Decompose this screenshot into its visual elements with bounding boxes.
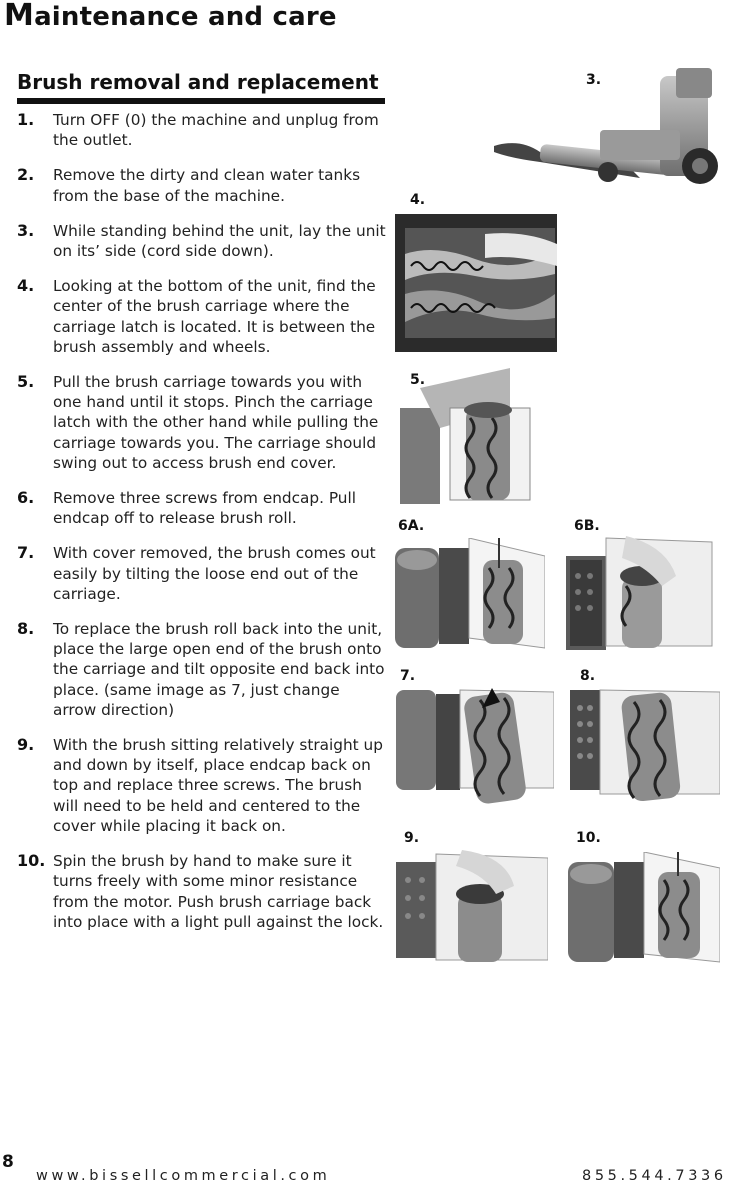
figure-4-brush-carriage bbox=[395, 214, 557, 352]
footer-phone: 855.544.7336 bbox=[582, 1168, 727, 1184]
figure-5-carriage-open bbox=[400, 368, 538, 504]
section-title: Brush removal and replacement bbox=[17, 70, 379, 94]
step-3: 3. While standing behind the unit, lay the unit on its’ side (cord side down). bbox=[17, 220, 386, 261]
figure-6a-label: 6A. bbox=[398, 518, 425, 534]
step-6: 6. Remove three screws from endcap. Pull endcap off to release brush roll. bbox=[17, 488, 357, 528]
page-title: Maintenance and care bbox=[4, 0, 337, 33]
step-2: 2. Remove the dirty and clean water tanks from the base of the machine. bbox=[17, 165, 361, 205]
figure-3-label: 3. bbox=[586, 72, 602, 88]
section-rule bbox=[17, 98, 385, 104]
figure-7-label: 7. bbox=[400, 668, 416, 684]
step-4: 4. Looking at the bottom of the unit, find the center of the brush carriage where the carriage latch is located. It is between the brush assembly and wheels. bbox=[17, 276, 376, 356]
footer-website: www.bissellcommercial.com bbox=[36, 1168, 331, 1184]
figure-7-tilt-brush-out bbox=[396, 688, 554, 804]
step-5: 5. Pull the brush carriage towards you with one hand until it stops. Pinch the carriage latch with the other hand while pulling the carriage towards you. The carriage should swing out to access brush end cover. bbox=[17, 372, 379, 472]
figure-6b-remove-endcap bbox=[566, 536, 716, 650]
figure-9-label: 9. bbox=[404, 830, 420, 846]
figure-8-replace-brush bbox=[570, 688, 720, 804]
figure-3-machine-on-side bbox=[480, 68, 728, 190]
figure-6b-label: 6B. bbox=[574, 518, 600, 534]
step-1: 1. Turn OFF (0) the machine and unplug from the outlet. bbox=[17, 110, 379, 150]
figure-9-replace-endcap bbox=[396, 850, 548, 964]
steps-list bbox=[17, 110, 387, 947]
page-number: 8 bbox=[2, 1152, 14, 1172]
step-8: 8. To replace the brush roll back into the unit, place the large open end of the brush onto the carriage and tilt opposite end back into place. (same image as 7, just change arrow direction) bbox=[17, 619, 385, 719]
figure-5-label: 5. bbox=[410, 372, 426, 388]
step-9: 9. With the brush sitting relatively straight up and down by itself, place endcap back on top and replace three screws. The brush will need to be held and centered to the cover while placing it back on. bbox=[17, 735, 383, 835]
figure-4-label: 4. bbox=[410, 192, 426, 208]
figure-8-label: 8. bbox=[580, 668, 596, 684]
figure-6a-endcap-screws bbox=[395, 538, 545, 650]
step-7: 7. With cover removed, the brush comes out easily by tilting the loose end out of the carriage. bbox=[17, 543, 376, 603]
step-10: 10. Spin the brush by hand to make sure it turns freely with some minor resistance from the motor. Push brush carriage back into place with a light pull against the lock. bbox=[17, 851, 384, 931]
figure-10-spin-brush bbox=[568, 852, 720, 964]
figure-10-label: 10. bbox=[576, 830, 601, 846]
